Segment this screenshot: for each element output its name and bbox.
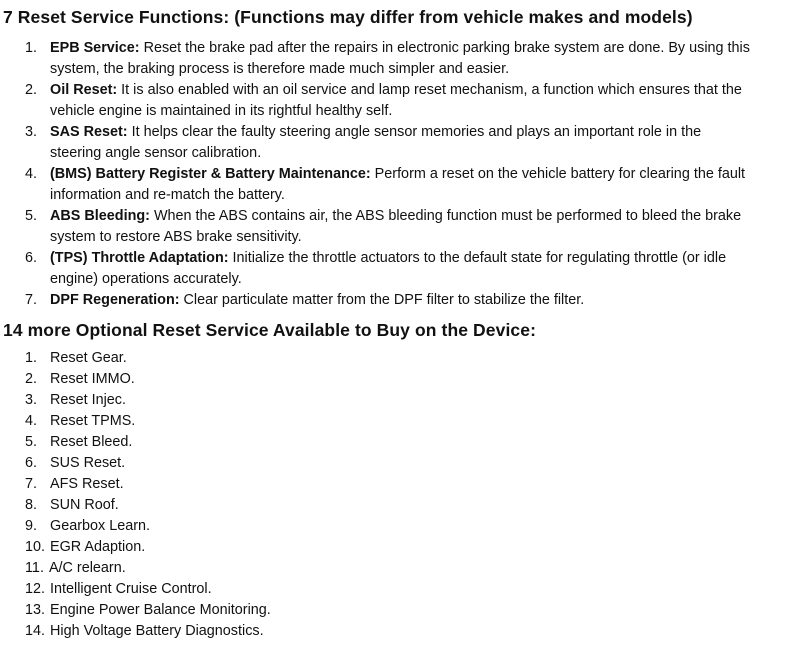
item-label: Reset IMMO.: [50, 371, 135, 387]
list-item: [3, 411, 800, 432]
item-description: It helps clear the faulty steering angle sensor memories and plays an important role in the steering angle sensor calibration.: [50, 124, 702, 161]
item-label: Reset Injec.: [50, 392, 126, 408]
list-item: [3, 558, 800, 579]
item-number: 10.: [25, 539, 46, 555]
reset-functions-list: [3, 38, 800, 311]
item-number: 2.: [25, 82, 38, 98]
item-term: EPB Service:: [50, 40, 140, 56]
item-label: A/C relearn.: [48, 560, 126, 576]
item-number: 5.: [25, 208, 38, 224]
list-item: [3, 206, 751, 248]
list-item: [3, 248, 751, 290]
list-item: [3, 369, 800, 390]
item-number: 1.: [25, 350, 38, 366]
item-number: 12.: [25, 581, 46, 597]
item-description: It is also enabled with an oil service and lamp reset mechanism, a function which ensures that the vehicle engine is maintained in its rightful healthy self.: [50, 82, 742, 119]
list-item: [3, 432, 800, 453]
item-term: SAS Reset:: [50, 124, 128, 140]
item-number: 7.: [25, 292, 38, 308]
item-description: Perform a reset on the vehicle battery for clearing the fault information and re-match the battery.: [50, 166, 746, 203]
list-item: [3, 579, 800, 600]
item-number: 8.: [25, 497, 38, 513]
item-label: EGR Adaption.: [50, 539, 146, 555]
list-item: [3, 80, 751, 122]
list-item: [3, 516, 800, 537]
item-term: ABS Bleeding:: [50, 208, 150, 224]
optional-services-list: [3, 348, 800, 642]
item-number: 1.: [25, 40, 38, 56]
item-label: Reset TPMS.: [50, 413, 136, 429]
item-label: Engine Power Balance Monitoring.: [50, 602, 271, 618]
list-item: [3, 537, 800, 558]
item-number: 4.: [25, 413, 38, 429]
list-item: [3, 600, 800, 621]
item-term: Oil Reset:: [50, 82, 118, 98]
list-item: [3, 390, 800, 411]
item-label: SUN Roof.: [50, 497, 119, 513]
list-item: [3, 495, 800, 516]
list-item: [3, 348, 800, 369]
list-item: [3, 621, 800, 642]
item-label: AFS Reset.: [50, 476, 124, 492]
item-description: Initialize the throttle actuators to the default state for regulating throttle (or idle engine) operations accurately.: [50, 250, 727, 287]
item-number: 2.: [25, 371, 38, 387]
item-number: 11.: [25, 560, 44, 576]
item-label: Intelligent Cruise Control.: [50, 581, 212, 597]
list-item: [3, 453, 800, 474]
list-item: [3, 474, 800, 495]
item-number: 4.: [25, 166, 38, 182]
item-label: Gearbox Learn.: [50, 518, 150, 534]
item-number: 7.: [25, 476, 38, 492]
item-number: 9.: [25, 518, 38, 534]
item-term: (BMS) Battery Register & Battery Maintenance:: [50, 166, 371, 182]
item-label: SUS Reset.: [50, 455, 126, 471]
item-label: Reset Gear.: [50, 350, 127, 366]
item-term: DPF Regeneration:: [50, 292, 180, 308]
item-number: 6.: [25, 455, 38, 471]
item-number: 6.: [25, 250, 38, 266]
reset-functions-heading: 7 Reset Service Functions: (Functions may differ from vehicle makes and models): [3, 7, 693, 27]
list-item: [3, 38, 751, 80]
list-item: [3, 122, 751, 164]
item-term: (TPS) Throttle Adaptation:: [50, 250, 229, 266]
item-number: 13.: [25, 602, 46, 618]
item-number: 14.: [25, 623, 46, 639]
optional-services-heading: 14 more Optional Reset Service Available to Buy on the Device:: [3, 320, 536, 340]
item-label: Reset Bleed.: [50, 434, 133, 450]
item-number: 3.: [25, 392, 38, 408]
item-description: When the ABS contains air, the ABS bleeding function must be performed to bleed the brake system to restore ABS brake sensitivity.: [50, 208, 742, 245]
list-item: [3, 290, 751, 311]
list-item: [3, 164, 751, 206]
item-description: Reset the brake pad after the repairs in electronic parking brake system are done. By using this system, the braking process is therefore made much simpler and easier.: [50, 40, 750, 77]
item-number: 3.: [25, 124, 38, 140]
item-label: High Voltage Battery Diagnostics.: [50, 623, 264, 639]
item-number: 5.: [25, 434, 38, 450]
item-description: Clear particulate matter from the DPF filter to stabilize the filter.: [179, 292, 585, 308]
